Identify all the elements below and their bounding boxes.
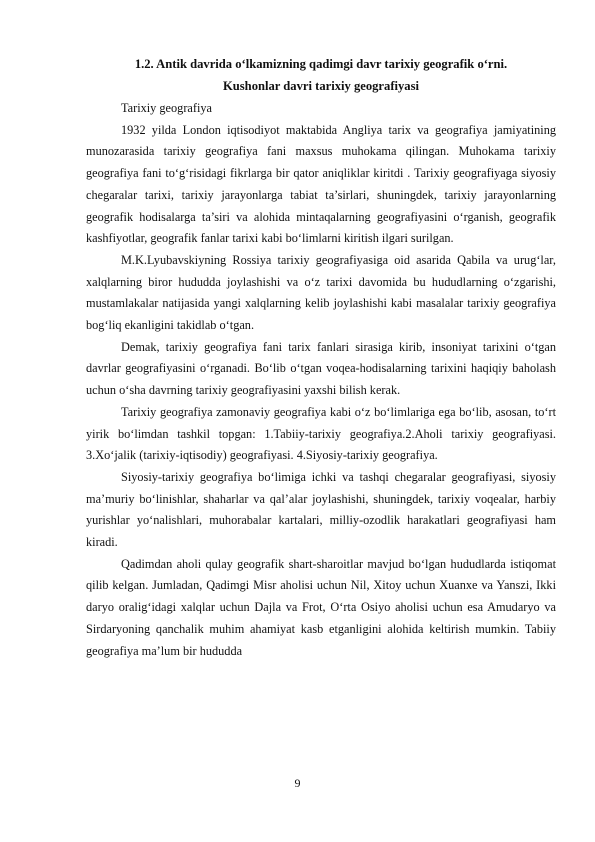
paragraph: 1932 yilda London iqtisodiyot maktabida Angliya tarix va geografiya jamiyatining munozarasida tarixiy geografiya fani maxsus muhokama qilingan. Muhokama tarixiy geografiya fani to‘g‘risidagi fikrlarga bir qator aniqliklar kiritdi . Tarixiy geografiyaga siyosiy chegaralar tarixi, tarixiy jarayonlarga tabiat ta’sirlari, shuningdek, tarixiy jarayonlarning geografik hodisalarga ta’siri va alohida mintaqalarning geografiyasini o‘rganish, geografik kashfiyotlar, geografik fanlar tarixi kabi bo‘limlarni kiritish ilgari surilgan. <box>86 122 556 246</box>
section-title-line1: 1.2. Antik davrida o‘lkamizning qadimgi davr tarixiy geografik o‘rni. <box>134 57 508 71</box>
section-title-line2: Kushonlar davri tarixiy geografiyasi <box>222 78 420 93</box>
paragraph: Demak, tarixiy geografiya fani tarix fanlari sirasiga kirib, insoniyat tarixini o‘tgan davrlar geografiyasini o‘rganadi. Bo‘lib o‘tgan voqea-hodisalarning tarixini haqiqiy baholash uchun o‘sha davrning tarixiy geografiyasini yaxshi bilish kerak. <box>86 339 556 398</box>
page-number: 9 <box>294 776 301 790</box>
section-title <box>86 54 556 97</box>
body-text <box>86 98 556 662</box>
paragraph: Tarixiy geografiya zamonaviy geografiya kabi o‘z bo‘limlariga ega bo‘lib, asosan, to‘rt yirik bo‘limdan tashkil topgan: 1.Tabiiy-tarixiy geografiya.2.Aholi tarixiy geografiyasi. 3.Xo‘jalik (tarixiy-iqtisodiy) geografiyasi. 4.Siyosiy-tarixiy geografiya. <box>86 404 556 463</box>
paragraph: M.K.Lyubavskiyning Rossiya tarixiy geografiyasiga oid asarida Qabila va urug‘lar, xalqlarning biror hududda joylashishi va o‘z tarixi davomida bu hududlarning o‘zgarishi, mustamlakalar natijasida yangi xalqlarning kelib joylashishi kabi masalalar tarixiy geografiya bog‘liq ekanligini takidlab o‘tgan. <box>86 252 556 333</box>
paragraph-subheading: Tarixiy geografiya <box>121 101 212 115</box>
paragraph: Qadimdan aholi qulay geografik shart-sharoitlar mavjud bo‘lgan hududlarda istiqomat qilib kelgan. Jumladan, Qadimgi Misr aholisi uchun Nil, Xitoy uchun Xuanxe va Yanszi, Ikki daryo oralig‘idagi xalqlar uchun Dajla va Frot, O‘rta Osiyo aholisi uchun esa Amudaryo va Sirdaryoning qanchalik muhim ahamiyat kasb etganligini alohida keltirish mumkin. Tabiiy geografiya ma’lum bir hududda <box>86 556 556 658</box>
paragraph: Siyosiy-tarixiy geografiya bo‘limiga ichki va tashqi chegaralar geografiyasi, siyosiy ma’muriy bo‘linishlar, shaharlar va qal’alar joylashishi, shuningdek, tarixiy voqealar, harbiy yurishlar yo‘nalishlari, muhorabalar kartalari, milliy-ozodlik harakatlari geografiyasi ham kiradi. <box>86 469 556 550</box>
